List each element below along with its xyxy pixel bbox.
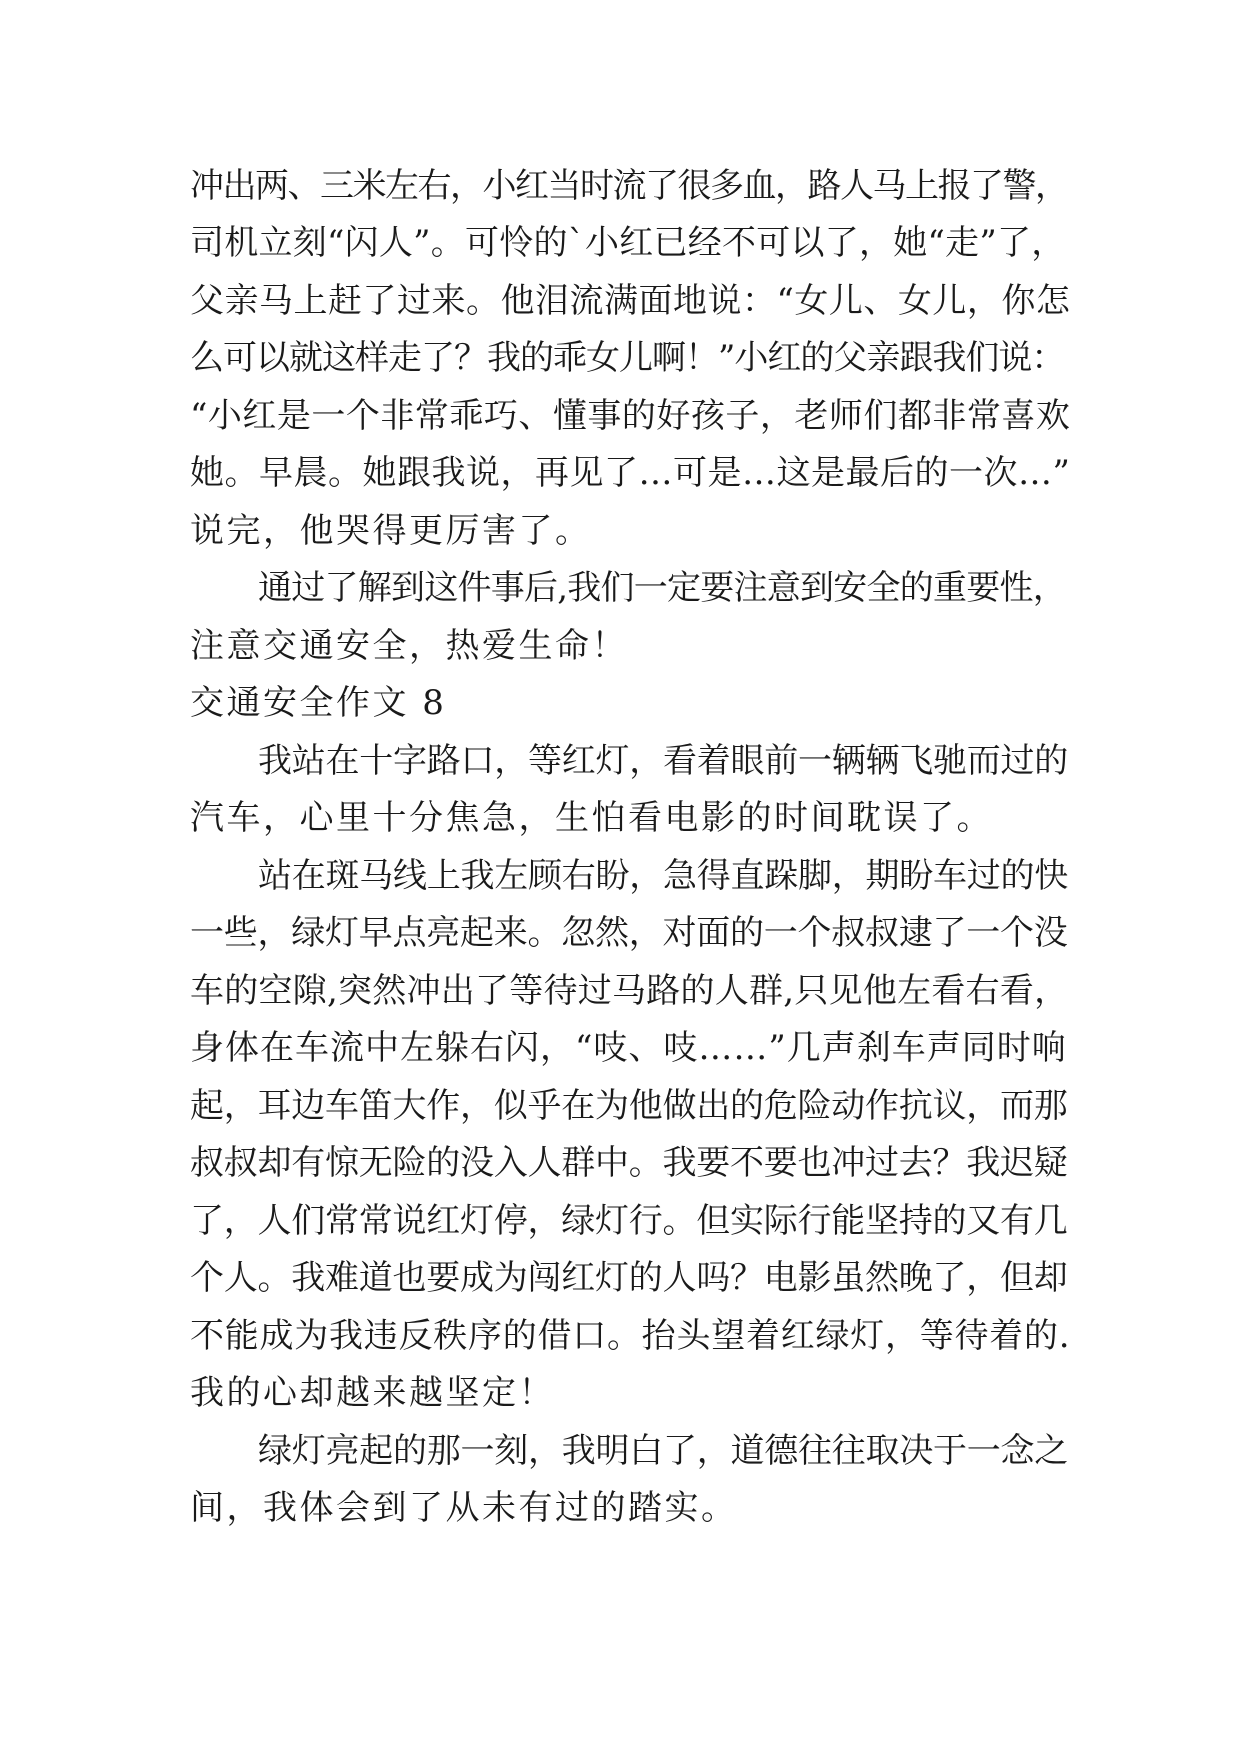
paragraph-first-line: 通过了解到这件事后,我们一定要注意到安全的重要性，: [258, 568, 1067, 608]
text-line: 么可以就这样走了？我的乖女儿啊！”小红的父亲跟我们说：: [190, 338, 1065, 378]
text-line: 车的空隙,突然冲出了等待过马路的人群,只见他左看右看，: [190, 971, 1069, 1011]
section-heading: 交通安全作文 8: [190, 683, 447, 723]
text-line: 她。早晨。她跟我说，再见了…可是…这是最后的一次…”: [190, 453, 1071, 493]
paragraph-first-line: 我站在十字路口，等红灯，看着眼前一辆辆飞驰而过的: [258, 741, 1068, 781]
text-line: 司机立刻“闪人”。可怜的`小红已经不可以了，她“走”了，: [190, 223, 1066, 263]
text-line: 冲出两、三米左右，小红当时流了很多血，路人马上报了警，: [190, 166, 1068, 206]
text-line: 起，耳边车笛大作，似乎在为他做出的危险动作抗议，而那: [190, 1086, 1068, 1126]
text-line: 间，我体会到了从未有过的踏实。: [190, 1488, 738, 1528]
text-line: 了，人们常常说红灯停，绿灯行。但实际行能坚持的又有几: [190, 1201, 1068, 1241]
text-line: 叔叔却有惊无险的没入人群中。我要不要也冲过去？我迟疑: [190, 1143, 1068, 1183]
text-line: “小红是一个非常乖巧、懂事的好孩子，老师们都非常喜欢: [190, 396, 1071, 436]
paragraph-first-line: 站在斑马线上我左顾右盼，急得直跺脚，期盼车过的快: [258, 856, 1068, 896]
text-line: 父亲马上赶了过来。他泪流满面地说：“女儿、女儿，你怎: [190, 281, 1071, 321]
text-line: 注意交通安全，热爱生命！: [190, 626, 628, 666]
text-line: 我的心却越来越坚定！: [190, 1373, 555, 1413]
text-line: 身体在车流中左躲右闪，“吱、吱……”几声刹车声同时响: [190, 1028, 1067, 1068]
paragraph-first-line: 绿灯亮起的那一刻，我明白了，道德往往取决于一念之: [258, 1431, 1068, 1471]
text-line: 个人。我难道也要成为闯红灯的人吗？电影虽然晚了，但却: [190, 1258, 1068, 1298]
text-line: 不能成为我违反秩序的借口。抬头望着红绿灯，等待着的.: [190, 1316, 1071, 1356]
text-line: 汽车，心里十分焦急，生怕看电影的时间耽误了。: [190, 798, 993, 838]
text-line: 说完，他哭得更厉害了。: [190, 511, 592, 551]
text-line: 一些，绿灯早点亮起来。忽然，对面的一个叔叔逮了一个没: [190, 913, 1068, 953]
